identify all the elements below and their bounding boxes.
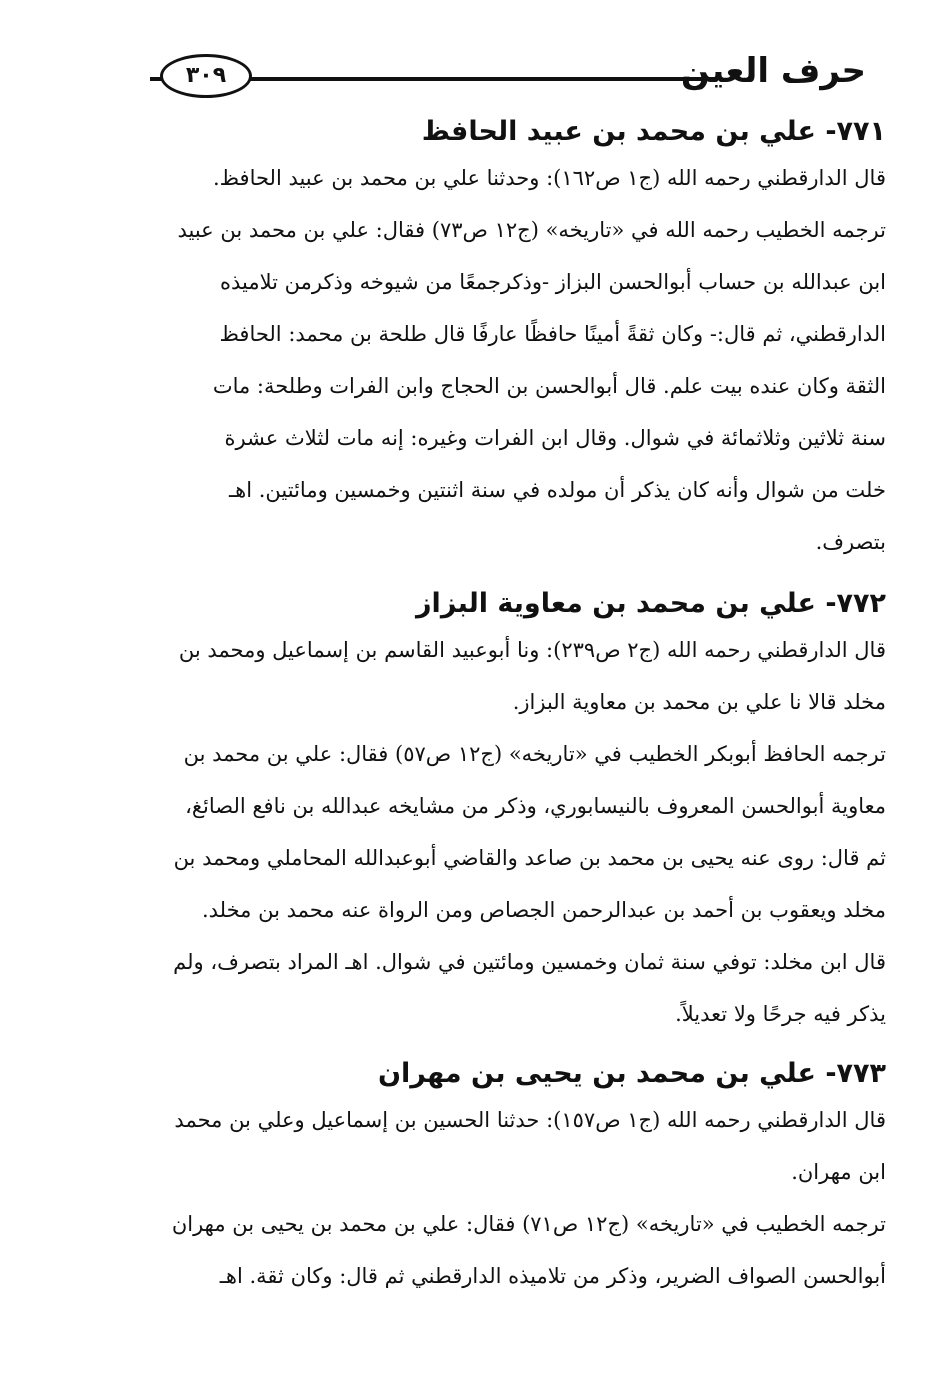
entry-773 bbox=[130, 1054, 886, 1302]
chapter-title: حرف العين bbox=[680, 51, 866, 91]
entry-heading: ٧٧٣- علي بن محمد بن يحيى بن مهران bbox=[378, 1058, 886, 1089]
text-line: سنة ثلاثين وثلاثمائة في شوال. وقال ابن الفرات وغيره: إنه مات لثلاث عشرة bbox=[224, 426, 886, 450]
entry-772 bbox=[130, 584, 886, 1040]
text-line: قال ابن مخلد: توفي سنة ثمان وخمسين ومائتين في شوال. اهـ المراد بتصرف، ولم bbox=[173, 950, 886, 974]
text-line: ترجمه الحافظ أبوبكر الخطيب في «تاريخه» (ج١٢ ص٥٧) فقال: علي بن محمد بن bbox=[183, 742, 886, 766]
text-line: يذكر فيه جرحًا ولا تعديلاً. bbox=[675, 1002, 886, 1026]
text-line: أبوالحسن الصواف الضرير، وذكر من تلاميذه الدارقطني ثم قال: وكان ثقة. اهـ bbox=[219, 1264, 886, 1288]
text-line: ابن عبدالله بن حساب أبوالحسن البزاز -وذكرجمعًا من شيوخه وذكرمن تلاميذه bbox=[219, 270, 886, 294]
text-line: مخلد ويعقوب بن أحمد بن عبدالرحمن الجصاص ومن الرواة عنه محمد بن مخلد. bbox=[201, 898, 886, 922]
text-line: قال الدارقطني رحمه الله (ج١ ص١٥٧): حدثنا الحسين بن إسماعيل وعلي بن محمد bbox=[174, 1108, 886, 1132]
entry-heading: ٧٧١- علي بن محمد بن عبيد الحافظ bbox=[421, 116, 886, 147]
page-header bbox=[150, 48, 866, 98]
text-line: الدارقطني، ثم قال:- وكان ثقةً أمينًا حافظًا عارفًا قال طلحة بن محمد: الحافظ bbox=[219, 322, 886, 346]
text-line: ترجمه الخطيب في «تاريخه» (ج١٢ ص٧١) فقال: علي بن محمد بن يحيى بن مهران bbox=[171, 1212, 886, 1236]
text-line: قال الدارقطني رحمه الله (ج١ ص١٦٢): وحدثنا علي بن محمد بن عبيد الحافظ. bbox=[212, 166, 886, 190]
text-line: ثم قال: روى عنه يحيى بن محمد بن صاعد والقاضي أبوعبدالله المحاملي ومحمد بن bbox=[173, 846, 886, 870]
entry-771 bbox=[130, 112, 886, 568]
text-line: خلت من شوال وأنه كان يذكر أن مولده في سنة اثنتين وخمسين ومائتين. اهـ bbox=[229, 478, 886, 502]
text-line: قال الدارقطني رحمه الله (ج٢ ص٢٣٩): ونا أبوعبيد القاسم بن إسماعيل ومحمد بن bbox=[178, 638, 886, 662]
text-line: مخلد قالا نا علي بن محمد بن معاوية البزاز. bbox=[512, 690, 886, 714]
text-line: بتصرف. bbox=[815, 530, 886, 554]
text-line: الثقة وكان عنده بيت علم. قال أبوالحسن بن الحجاج وابن الفرات وطلحة: مات bbox=[212, 374, 886, 398]
page-number: ٣٠٩ bbox=[160, 54, 252, 98]
text-line: معاوية أبوالحسن المعروف بالنيسابوري، وذكر من مشايخه عبدالله بن نافع الصائغ، bbox=[185, 794, 886, 818]
entry-heading: ٧٧٢- علي بن محمد بن معاوية البزاز bbox=[416, 588, 886, 619]
text-line: ترجمه الخطيب رحمه الله في «تاريخه» (ج١٢ ص٧٣) فقال: علي بن محمد بن عبيد bbox=[177, 218, 886, 242]
text-line: ابن مهران. bbox=[791, 1160, 886, 1184]
